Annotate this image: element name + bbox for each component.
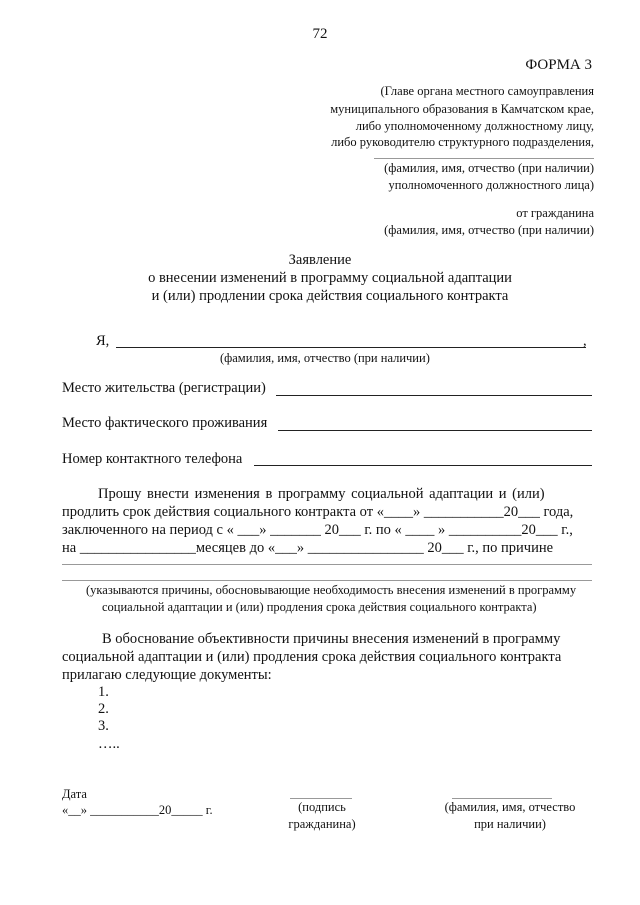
reason-line[interactable] [62, 564, 592, 565]
official-name-hint: (фамилия, имя, отчество (при наличии) [384, 161, 594, 175]
form-label: ФОРМА 3 [525, 57, 592, 73]
reason-hint: (указываются причины, обосновывающие необходимость внесения изменений в программу [86, 583, 577, 597]
request-line: Прошу внести изменения в программу социальной адаптации и (или) [98, 486, 545, 502]
date-label: Дата [62, 787, 87, 801]
page-number: 72 [312, 26, 328, 42]
document-list-item: ….. [98, 736, 120, 752]
addressee-line: муниципального образования в Камчатском крае, [330, 102, 594, 116]
from-citizen-label: от гражданина [516, 206, 594, 220]
document-list-item: 1. [98, 684, 109, 700]
document-list-item: 2. [98, 701, 109, 717]
reason-line[interactable] [62, 580, 592, 581]
official-name-hint: уполномоченного должностного лица) [388, 178, 594, 192]
citizen-name-hint: при наличии) [474, 817, 546, 831]
document-list-item: 3. [98, 718, 109, 734]
request-line: заключенного на период с « ___» _______ 20___ г. по « ____ » __________20___ г., [62, 522, 573, 538]
signature-line[interactable] [290, 798, 352, 799]
signature-hint: гражданина) [288, 817, 356, 831]
title-line: и (или) продлении срока действия социального контракта [151, 288, 509, 304]
citizen-name-hint: (фамилия, имя, отчество [444, 800, 576, 814]
justification-line: В обоснование объективности причины внесения изменений в программу [102, 631, 561, 647]
justification-line: прилагаю следующие документы: [62, 667, 272, 683]
request-line: продлить срок действия социального контракта от «____» ___________20___ года, [62, 504, 574, 520]
phone-line[interactable] [254, 465, 592, 466]
applicant-name-line[interactable] [116, 347, 586, 348]
request-line: на ________________месяцев до «___» ________________ 20___ г., по причине [62, 540, 554, 556]
title-line: Заявление [288, 252, 352, 268]
i-suffix: , [583, 333, 587, 349]
addressee-line: (Главе органа местного самоуправления [380, 84, 594, 98]
residence-line[interactable] [276, 395, 592, 396]
date-field[interactable]: «__» ___________20_____ г. [62, 803, 213, 817]
actual-residence-label: Место фактического проживания [62, 415, 268, 431]
actual-residence-line[interactable] [278, 430, 592, 431]
i-prefix: Я, [96, 333, 110, 349]
signature-hint: (подпись [298, 800, 346, 814]
addressee-line: либо уполномоченному должностному лицу, [355, 119, 594, 133]
phone-label: Номер контактного телефона [62, 451, 243, 467]
addressee-line: либо руководителю структурного подразделения, [331, 135, 594, 149]
title-line: о внесении изменений в программу социальной адаптации [148, 270, 512, 286]
justification-line: социальной адаптации и (или) продления срока действия социального контракта [62, 649, 562, 665]
citizen-name-line[interactable] [452, 798, 552, 799]
citizen-name-hint: (фамилия, имя, отчество (при наличии) [384, 223, 594, 237]
residence-label: Место жительства (регистрации) [62, 380, 266, 396]
applicant-name-hint: (фамилия, имя, отчество (при наличии) [220, 351, 430, 365]
official-name-line[interactable] [374, 158, 594, 159]
reason-hint: социальной адаптации и (или) продления срока действия социального контракта) [102, 600, 537, 614]
